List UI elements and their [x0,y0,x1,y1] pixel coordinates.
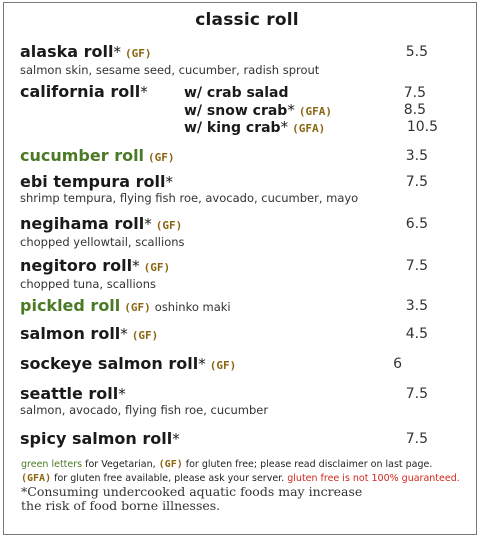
menu-item-pickled-roll [20,296,460,318]
variant-king-crab: w/ king crab* (GFA) [184,118,326,136]
gluten-warning: gluten free is not 100% guaranteed. [287,473,460,484]
menu-item-salmon-roll [20,324,460,346]
gf-tag: (GF) [148,151,175,164]
item-price: 7.5 [405,174,428,190]
menu-item-california-roll [20,82,460,140]
gfa-tag: (GFA) [292,122,326,135]
variant-crab-salad: w/ crab salad [184,85,289,101]
gf-tag: (GF) [124,47,152,60]
gf-tag: (GF) [155,219,183,232]
item-description: chopped tuna, scallions [20,277,156,291]
gf-tag: (GF) [143,261,171,274]
menu-item-negitoro-roll [20,256,460,291]
item-price: 5.5 [405,44,428,60]
item-name: alaska roll* (GF) [20,42,152,61]
item-price: 3.5 [405,298,428,314]
item-description: chopped yellowtail, scallions [20,235,185,249]
variant-price: 7.5 [403,85,426,101]
item-name: ebi tempura roll* [20,172,173,191]
disclaimer-line-2: the risk of food borne illnesses. [21,498,221,513]
item-name: cucumber roll (GF) [20,146,175,165]
gfa-tag: (GFA) [298,105,332,118]
item-name: pickled roll (GF) oshinko maki [20,296,231,315]
menu-item-cucumber-roll [20,146,460,168]
item-name: seattle roll* [20,384,126,403]
item-price: 7.5 [405,386,428,402]
gf-tag: (GF) [158,459,183,470]
item-description: salmon, avocado, flying fish roe, cucumber [20,403,269,417]
section-heading: classic roll [195,10,299,30]
item-name: negihama roll* (GF) [20,214,183,233]
variant-price: 10.5 [406,119,438,135]
menu-item-seattle-roll [20,384,460,417]
menu-item-sockeye-salmon-roll [20,354,460,376]
gfa-tag: (GFA) [21,473,52,484]
variant-snow-crab: w/ snow crab* (GFA) [184,101,332,119]
item-price: 7.5 [405,431,428,447]
menu-item-ebi-tempura-roll [20,172,460,205]
item-name: negitoro roll* (GF) [20,256,171,275]
item-price: 6 [393,356,402,372]
menu-item-spicy-salmon-roll [20,429,460,449]
menu-item-negihama-roll [20,214,460,249]
gf-tag: (GF) [209,359,237,372]
item-description: oshinko maki [154,300,231,314]
item-price: 7.5 [405,258,428,274]
item-price: 3.5 [405,148,428,164]
disclaimer-line-1: *Consuming undercooked aquatic foods may increase [21,484,363,499]
item-price: 6.5 [405,216,428,232]
item-name: sockeye salmon roll* (GF) [20,354,237,373]
menu-item-alaska-roll [20,42,460,77]
item-name: california roll* [20,82,148,101]
menu-footer [21,458,458,513]
item-price: 4.5 [405,326,428,342]
item-description: shrimp tempura, flying fish roe, avocado, cucumber, mayo [20,191,359,205]
gf-tag: (GF) [124,301,151,314]
gf-tag: (GF) [131,329,159,342]
item-name: salmon roll* (GF) [20,324,159,343]
item-description: salmon skin, sesame seed, cucumber, radish sprout [20,63,320,77]
item-name: spicy salmon roll* [20,429,180,448]
legend-line-2: (GFA) for gluten free available, please ask your server. gluten free is not 100% guaranteed. [21,473,460,484]
variant-price: 8.5 [403,102,426,118]
legend-line-1: green letters for Vegetarian, (GF) for gluten free; please read disclaimer on last page. [21,459,433,470]
